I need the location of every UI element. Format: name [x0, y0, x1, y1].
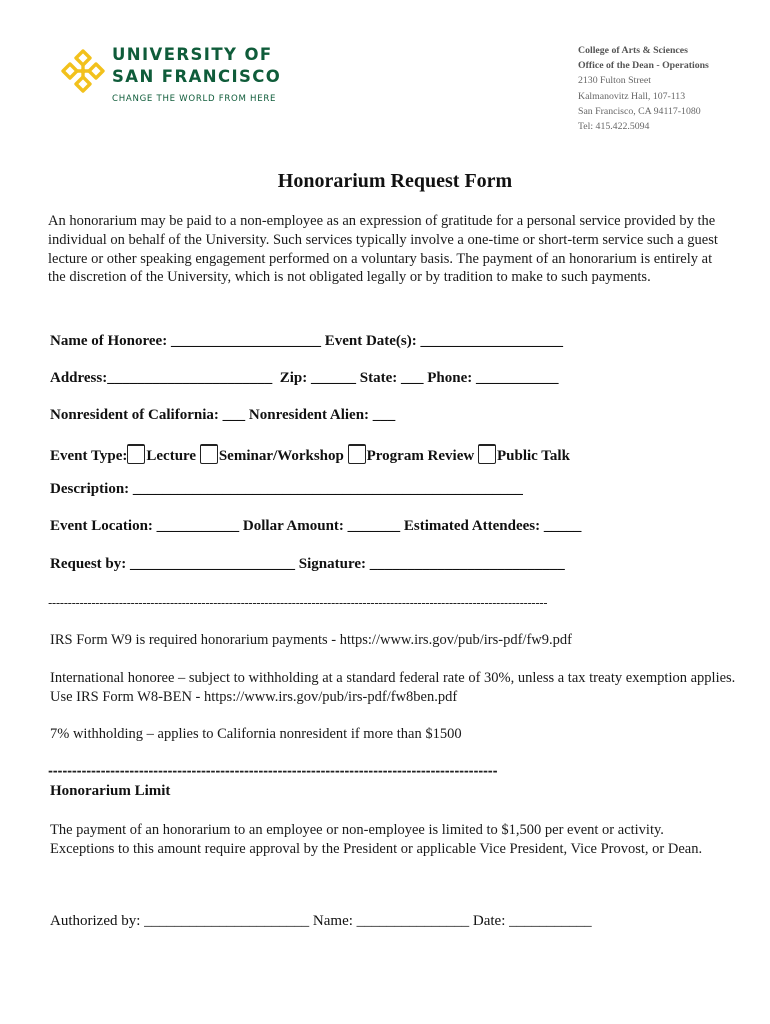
row-name-date [50, 333, 563, 350]
divider-top: ------------------------------------------------------------------------------------------------------------------------------- [48, 596, 548, 610]
logo-wordmark [112, 44, 281, 104]
event-location-field[interactable]: ___________ [152, 518, 243, 534]
row-description [50, 481, 523, 498]
event-dates-label: Event Date(s): [324, 333, 417, 349]
international-note: International honoree – subject to withholding at a standard federal rate of 30%, unless a tax treaty exemption applies. Use IRS Form W8-BEN - https://www.irs.gov/pub/irs-pdf/fw8ben.pdf [50, 670, 736, 705]
zip-field[interactable]: ______ [307, 370, 360, 386]
intro-paragraph: An honorarium may be paid to a non-employee as an expression of gratitude for a personal service provided by the individual on behalf of the University. Such services typically involve a one-time or short-term service such a guest lecture or other speaking engagement performed on a voluntary basis. The payment of an honorarium is entirely at the discretion of the University, which is not obligated legally or by tradition to make to such payments. [48, 213, 718, 286]
description-field[interactable]: ____________________________________________________ [129, 481, 523, 497]
event-dates-field[interactable]: ___________________ [416, 333, 563, 349]
address-field[interactable]: ______________________ [107, 370, 276, 386]
university-logo [60, 42, 290, 117]
divider-bottom: ---------------------------------------------------------------------------------------------- [48, 764, 498, 778]
zip-label: Zip: [275, 370, 308, 386]
authorized-date-field[interactable]: ___________ [505, 913, 592, 929]
event-type-label: Event Type: [50, 448, 128, 464]
dollar-amount-label: Dollar Amount: [242, 518, 344, 534]
seminar-workshop-label: Seminar/Workshop [218, 448, 344, 464]
authorized-name-label: Name: [312, 913, 353, 929]
seminar-workshop-checkbox[interactable] [200, 444, 218, 464]
lecture-checkbox[interactable] [127, 444, 145, 464]
usf-cross-mark-icon [60, 48, 106, 94]
public-talk-label: Public Talk [496, 448, 570, 464]
row-request [50, 556, 565, 573]
state-label: State: [359, 370, 398, 386]
signature-field[interactable]: __________________________ [366, 556, 565, 572]
address-college: College of Arts & Sciences [578, 45, 688, 56]
limit-text: The payment of an honorarium to an employee or non-employee is limited to $1,500 per event or activity. Exceptions to this amount require approval by the President or applicable Vice President, Vice Provost, or Dean. [50, 822, 703, 857]
logo-line-2: SAN FRANCISCO [112, 67, 282, 86]
description-label: Description: [50, 481, 130, 497]
authorized-by-label: Authorized by: [50, 913, 141, 929]
address-hall: Kalmanovitz Hall, 107-113 [578, 90, 686, 102]
authorization-row [50, 913, 592, 930]
nonresident-alien-field[interactable]: ___ [369, 407, 396, 423]
nonresident-ca-field[interactable]: ___ [218, 407, 249, 423]
honoree-name-label: Name of Honoree: [50, 333, 168, 349]
honoree-name-field[interactable]: ____________________ [167, 333, 325, 349]
address-office: Office of the Dean - Operations [578, 60, 709, 72]
form-title: Honorarium Request Form [277, 170, 513, 192]
request-by-label: Request by: [50, 556, 127, 572]
phone-field[interactable]: ___________ [472, 370, 559, 386]
event-location-label: Event Location: [50, 518, 153, 534]
limit-heading: Honorarium Limit [50, 783, 171, 799]
attendees-field[interactable]: _____ [540, 518, 582, 534]
nonresident-alien-label: Nonresident Alien: [248, 407, 370, 423]
state-field[interactable]: ___ [397, 370, 428, 386]
row-nonresident [50, 407, 395, 424]
request-by-field[interactable]: ______________________ [126, 556, 299, 572]
phone-label: Phone: [427, 370, 473, 386]
address-city: San Francisco, CA 94117-1080 [578, 105, 701, 117]
office-address [578, 43, 709, 134]
lecture-label: Lecture [146, 448, 197, 464]
dollar-amount-field[interactable]: _______ [343, 518, 404, 534]
nonresident-ca-label: Nonresident of California: [50, 407, 219, 423]
authorized-name-field[interactable]: _______________ [352, 913, 473, 929]
signature-label: Signature: [298, 556, 366, 572]
program-review-checkbox[interactable] [348, 444, 366, 464]
row-location [50, 518, 581, 535]
address-label: Address: [50, 370, 108, 386]
attendees-label: Estimated Attendees: [403, 518, 541, 534]
program-review-label: Program Review [366, 448, 475, 464]
authorized-date-label: Date: [472, 913, 506, 929]
withholding-note: 7% withholding – applies to California nonresident if more than $1500 [50, 726, 462, 742]
logo-line-1: UNIVERSITY OF [112, 45, 273, 64]
row-event-type [50, 444, 570, 465]
authorized-by-field[interactable]: ______________________ [140, 913, 313, 929]
logo-tagline: CHANGE THE WORLD FROM HERE [112, 94, 277, 104]
public-talk-checkbox[interactable] [478, 444, 496, 464]
address-tel: Tel: 415.422.5094 [578, 121, 650, 133]
row-address [50, 370, 559, 387]
address-street: 2130 Fulton Street [578, 75, 651, 87]
w9-note: IRS Form W9 is required honorarium payments - https://www.irs.gov/pub/irs-pdf/fw9.pdf [50, 632, 572, 648]
